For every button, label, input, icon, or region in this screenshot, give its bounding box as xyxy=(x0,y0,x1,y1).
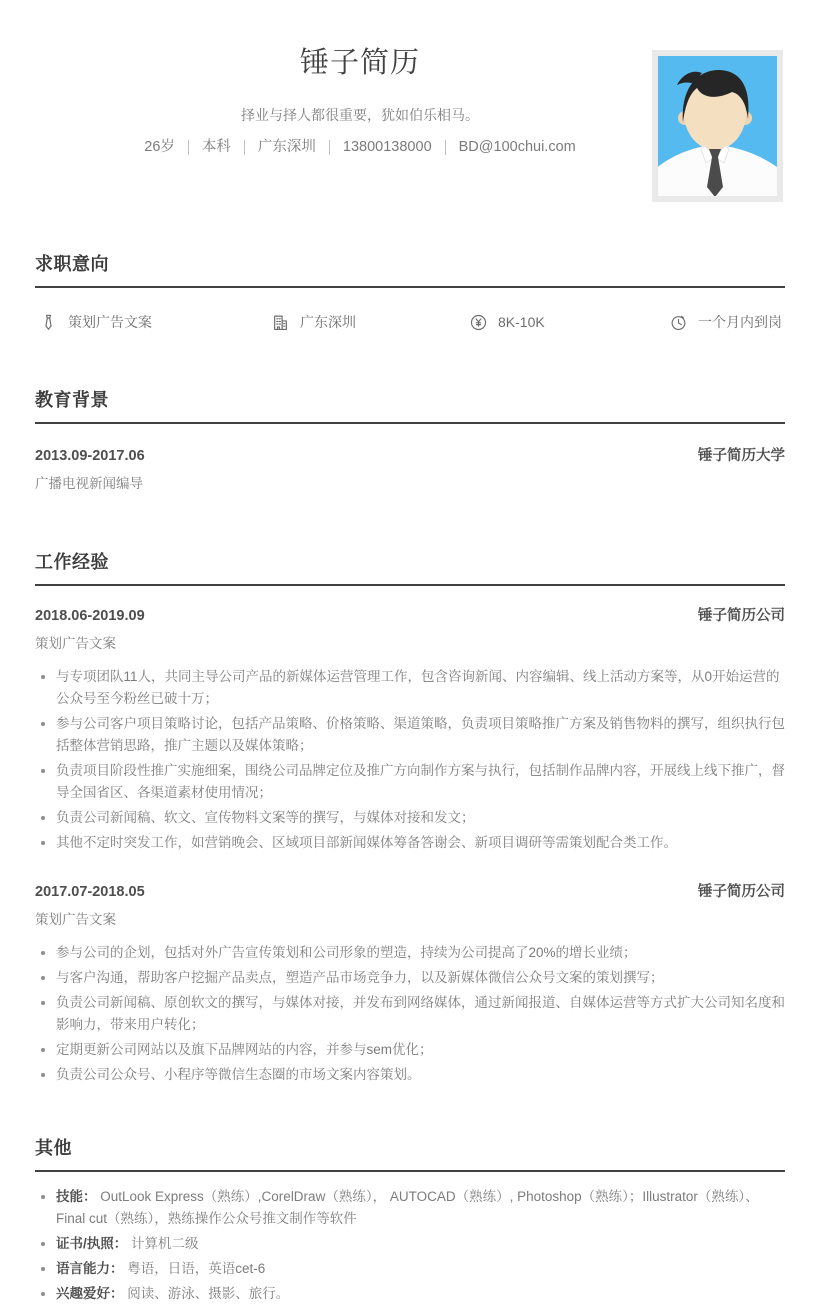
job-role: 策划广告文案 xyxy=(35,636,116,651)
other-item-text: OutLook Express（熟练）,CorelDraw（熟练）， AUTOCAD（熟练）, Photoshop（熟练）；Illustrator（熟练）、 Final cut（熟练），熟练操作公众号推文制作等软件 xyxy=(56,1189,759,1226)
salary-yuan-icon xyxy=(470,314,487,331)
bullet-item: 与专项团队11人，共同主导公司产品的新媒体运营管理工作，包含咨询新闻、内容编辑、线上活动方案等，从0开始运营的公众号至今粉丝已破十万； xyxy=(35,666,785,710)
clock-icon xyxy=(670,314,687,331)
intention-location xyxy=(272,312,470,332)
job-role: 策划广告文案 xyxy=(35,912,116,927)
resume-subtitle: 择业与择人都很重要，犹如伯乐相马。 xyxy=(241,106,479,123)
section-divider xyxy=(35,422,785,424)
other-item-label: 兴趣爱好： xyxy=(56,1286,124,1301)
other-item-label: 语言能力： xyxy=(56,1261,124,1276)
intention-availability xyxy=(670,312,785,332)
intention-availability-label: 一个月内到岗 xyxy=(698,314,782,330)
job-bullet-list xyxy=(35,942,785,1086)
section-heading-intention: 求职意向 xyxy=(35,254,109,274)
other-item-list xyxy=(35,1186,785,1305)
contact-info-item: 26岁 xyxy=(144,138,175,155)
section-work-experience xyxy=(35,548,785,1086)
intention-salary-label: 8K-10K xyxy=(498,314,545,330)
building-icon xyxy=(272,314,289,331)
contact-info-line xyxy=(35,139,685,155)
male-avatar-icon xyxy=(658,56,777,196)
bullet-item: 其他不定时突发工作，如营销晚会、区域项目部新闻媒体筹备答谢会、新项目调研等需策划配合类工作。 xyxy=(35,832,785,854)
contact-info-item: 13800138000 xyxy=(329,140,445,155)
bullet-item: 负责公司新闻稿、软文、宣传物料文案等的撰写，与媒体对接和发文； xyxy=(35,807,785,829)
other-item xyxy=(35,1186,785,1230)
section-heading-education: 教育背景 xyxy=(35,390,109,410)
job-period: 2018.06-2019.09 xyxy=(35,608,145,624)
bullet-item: 参与公司的企划，包括对外广告宣传策划和公司形象的塑造，持续为公司提高了20%的增长业绩； xyxy=(35,942,785,964)
section-education xyxy=(35,386,785,492)
job-entry-2 xyxy=(35,880,785,1086)
bullet-item: 负责公司新闻稿、原创软文的撰写，与媒体对接，并发布到网络媒体，通过新闻报道、自媒体运营等方式扩大公司知名度和影响力，带来用户转化； xyxy=(35,992,785,1036)
section-divider xyxy=(35,286,785,288)
contact-info-item: 广东深圳 xyxy=(244,140,329,155)
bullet-item: 负责公司公众号、小程序等微信生态圈的市场文案内容策划。 xyxy=(35,1064,785,1086)
bullet-item: 参与公司客户项目策略讨论，包括产品策略、价格策略、渠道策略，负责项目策略推广方案及销售物料的撰写，组织执行包括整体营销思路，推广主题以及媒体策略； xyxy=(35,713,785,757)
intention-salary xyxy=(470,312,670,332)
other-item-text: 阅读、游泳、摄影、旅行。 xyxy=(123,1286,290,1301)
job-entry-head xyxy=(35,880,785,901)
intention-position xyxy=(40,312,272,332)
education-school: 锤子简历大学 xyxy=(698,448,785,464)
intention-position-label: 策划广告文案 xyxy=(68,314,152,330)
other-item xyxy=(35,1233,785,1255)
education-major: 广播电视新闻编导 xyxy=(35,476,143,491)
section-divider xyxy=(35,1170,785,1172)
header-text-block xyxy=(35,46,685,155)
section-divider xyxy=(35,584,785,586)
other-item-text: 计算机二级 xyxy=(127,1236,199,1251)
bullet-item: 负责项目阶段性推广实施细案，围绕公司品牌定位及推广方向制作方案与执行，包括制作品牌内容，开展线上线下推广，督导全国省区、各渠道素材使用情况； xyxy=(35,760,785,804)
job-entry-head xyxy=(35,604,785,625)
section-job-intention xyxy=(35,250,785,332)
other-item-label: 证书/执照： xyxy=(56,1236,128,1251)
job-entry-1 xyxy=(35,604,785,854)
contact-info-item: BD@100chui.com xyxy=(445,140,589,155)
other-item-label: 技能： xyxy=(56,1189,97,1204)
section-heading-work: 工作经验 xyxy=(35,552,109,572)
other-item xyxy=(35,1283,785,1305)
job-bullet-list xyxy=(35,666,785,854)
resume-header xyxy=(35,0,785,208)
education-entry-head xyxy=(35,444,785,465)
job-company: 锤子简历公司 xyxy=(698,608,785,624)
job-company: 锤子简历公司 xyxy=(698,884,785,900)
bullet-item: 定期更新公司网站以及旗下品牌网站的内容，并参与sem优化； xyxy=(35,1039,785,1061)
tie-icon xyxy=(40,314,57,331)
bullet-item: 与客户沟通，帮助客户挖掘产品卖点，塑造产品市场竞争力，以及新媒体微信公众号文案的策划撰写； xyxy=(35,967,785,989)
resume-title: 锤子简历 xyxy=(299,47,420,79)
contact-info-item: 本科 xyxy=(188,140,244,155)
other-item xyxy=(35,1258,785,1280)
education-entry xyxy=(35,444,785,492)
intention-row xyxy=(35,312,785,332)
education-period: 2013.09-2017.06 xyxy=(35,448,145,464)
job-period: 2017.07-2018.05 xyxy=(35,884,145,900)
intention-location-label: 广东深圳 xyxy=(300,314,356,330)
section-heading-other: 其他 xyxy=(35,1138,72,1158)
other-item-text: 粤语，日语，英语cet-6 xyxy=(123,1261,266,1276)
profile-photo xyxy=(652,50,783,202)
